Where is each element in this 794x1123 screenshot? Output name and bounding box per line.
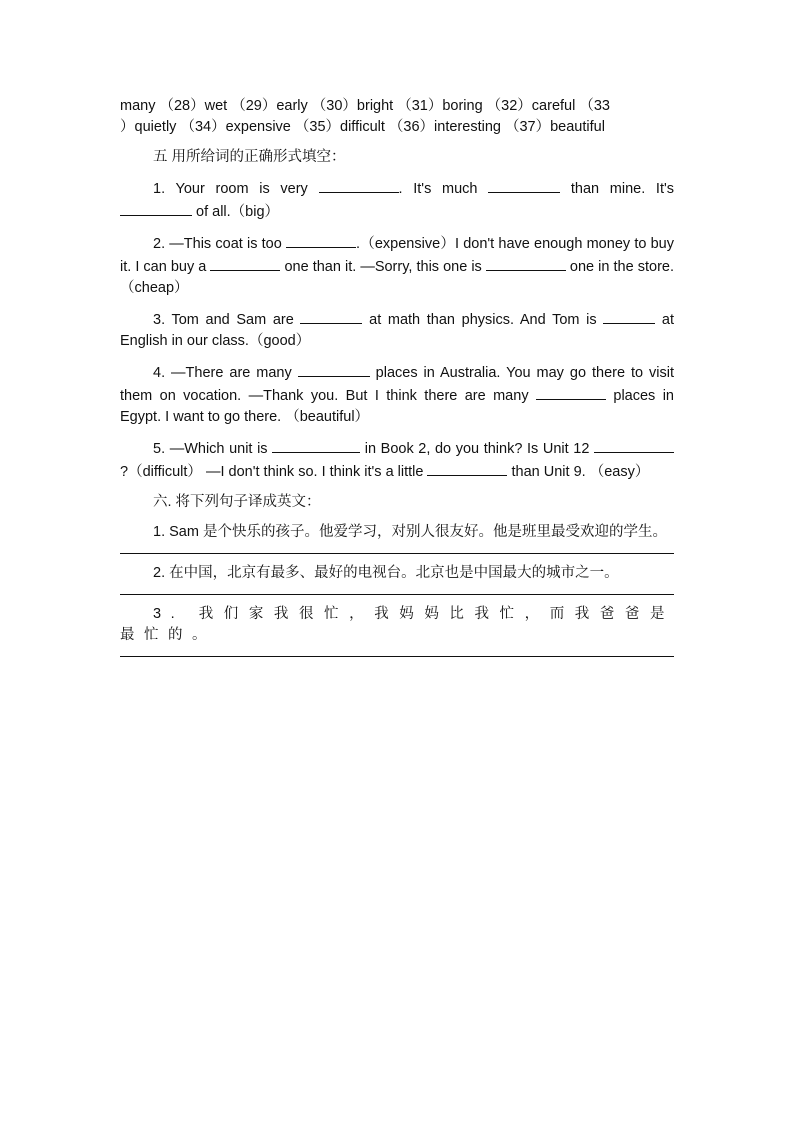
section-5-heading: 五 用所给词的正确形式填空： (153, 149, 346, 165)
translation-prompt-1: 1. Sam 是个快乐的孩子。他爱学习，对别人很友好。他是班里最受欢迎的学生。 (153, 524, 667, 540)
answer-blank[interactable] (319, 177, 399, 193)
answer-blank[interactable] (272, 437, 360, 453)
word-list-line-1: many （28）wet （29）early （30）bright （31）boring （32）careful （33 (120, 98, 610, 114)
answer-blank[interactable] (486, 255, 566, 271)
question-text: . It's much (398, 181, 489, 197)
worksheet-content (120, 96, 674, 657)
word-list-line-2: ）quietly （34）expensive （35）difficult （36）interesting （37）beautiful (120, 119, 605, 135)
question-text: than mine. It's (560, 181, 675, 197)
answer-line-3[interactable] (120, 656, 674, 657)
question-text: places in Egypt. I want to go there. （beautiful） (120, 388, 674, 425)
question-text: in Book 2, do you think? Is Unit 12 (360, 441, 595, 457)
question-text: of all.（big） (192, 204, 280, 220)
answer-blank[interactable] (286, 232, 356, 248)
answer-blank[interactable] (536, 384, 606, 400)
question-text: one in the store.（cheap） (120, 259, 674, 296)
question-text: 3. Tom and Sam are (153, 312, 301, 328)
answer-blank[interactable] (298, 361, 370, 377)
answer-blank[interactable] (427, 460, 507, 476)
answer-line-1[interactable] (120, 553, 674, 554)
answer-blank[interactable] (120, 200, 192, 216)
answer-line-2[interactable] (120, 594, 674, 595)
question-text: .（expensive）I don't have enough money to buy it. I can buy a (120, 236, 674, 275)
question-text: places in Australia. You may go there to visit them on vocation. —Thank you. But I think there are many (120, 365, 675, 404)
question-text: 4. —There are many (153, 365, 298, 381)
translation-prompt-2: 2. 在中国，北京有最多、最好的电视台。北京也是中国最大的城市之一。 (153, 565, 619, 581)
question-text: one than it. —Sorry, this one is (280, 259, 486, 275)
answer-blank[interactable] (603, 308, 655, 324)
question-5-3 (120, 308, 674, 352)
answer-blank[interactable] (210, 255, 280, 271)
answer-blank[interactable] (300, 308, 362, 324)
question-text: 2. —This coat is too (153, 236, 286, 252)
question-5-2 (120, 232, 674, 299)
question-text: than Unit 9. （easy） (507, 464, 650, 480)
question-text: at English in our class.（good） (120, 312, 674, 349)
question-5-5 (120, 437, 674, 483)
question-text: 1. Your room is very (153, 181, 319, 197)
word-list (120, 96, 674, 138)
answer-blank[interactable] (488, 177, 560, 193)
section-6-heading: 六. 将下列句子译成英文： (153, 494, 321, 510)
question-5-4 (120, 361, 674, 428)
answer-blank[interactable] (594, 437, 674, 453)
question-text: ?（difficult） —I don't think so. I think it's a little (120, 464, 428, 480)
question-5-1 (120, 177, 674, 223)
question-text: 5. —Which unit is (153, 441, 273, 457)
translation-prompt-3: 3. 我们家我很忙，我妈妈比我忙，而我爸爸是最忙的。 (120, 606, 674, 643)
question-text: at math than physics. And Tom is (362, 312, 604, 328)
